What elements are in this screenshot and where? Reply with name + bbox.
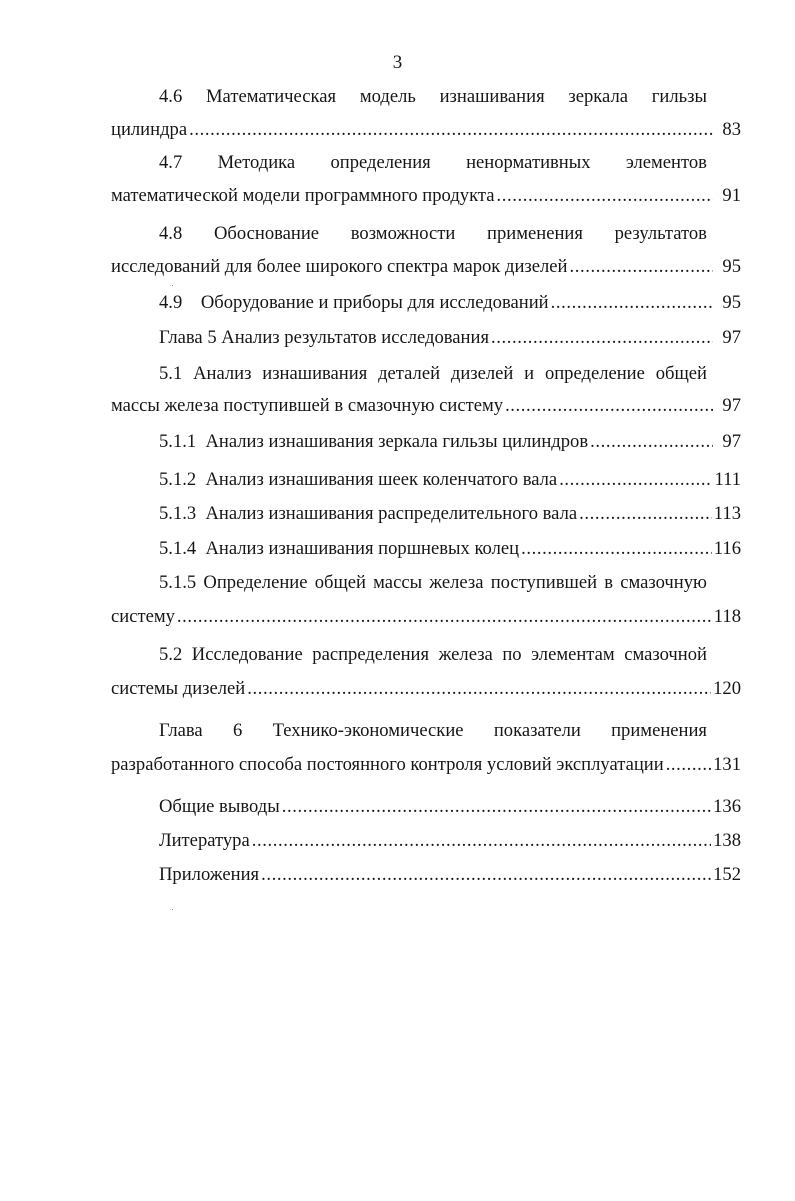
toc-entry-text: 5.1.1 Анализ изнашивания зеркала гильзы цилиндров [159, 431, 589, 452]
toc-page-number: 97 [722, 327, 741, 348]
toc-word: 6 [232, 720, 243, 741]
toc-word: применения [611, 720, 707, 741]
toc-word: гильзы [651, 86, 707, 107]
toc-word: смазочную [620, 572, 707, 593]
toc-page-number: 113 [713, 503, 741, 524]
toc-entry-5-1-2 [159, 467, 741, 493]
toc-word: распределения [312, 644, 430, 665]
toc-word: 4.6 [159, 86, 183, 107]
toc-page-number: 118 [713, 606, 741, 627]
dot-leader [521, 536, 712, 562]
dot-leader [177, 604, 712, 630]
dot-leader [491, 325, 713, 351]
toc-word: по [502, 644, 522, 665]
toc-word: Математическая [206, 86, 337, 107]
toc-word: поступившей [490, 572, 598, 593]
toc-entry-text: Приложения [159, 864, 260, 885]
dot-leader [569, 254, 713, 280]
toc-page-number: 131 [713, 754, 741, 775]
dot-leader [666, 752, 711, 778]
toc-entry-text: систему [111, 606, 175, 627]
toc-word: дизелей [450, 363, 514, 384]
toc-entry-5-1-5-leader [111, 604, 741, 630]
dot-leader [261, 862, 711, 888]
toc-entry-4-9 [159, 290, 741, 316]
toc-page-number: 138 [713, 830, 741, 851]
toc-entry-text: 5.1.3 Анализ изнашивания распределительного вала [159, 503, 578, 524]
toc-entry-chapter-5 [159, 325, 741, 351]
toc-word: 4.8 [159, 223, 183, 244]
dot-leader [252, 828, 711, 854]
toc-entry-text: Общие выводы [159, 796, 280, 817]
toc-word: элементам [531, 644, 615, 665]
toc-entry-4-8-heading [159, 221, 707, 247]
toc-word: зеркала [568, 86, 628, 107]
toc-word: элементов [625, 152, 707, 173]
toc-entry-references [159, 828, 741, 854]
toc-word: показатели [493, 720, 581, 741]
toc-entry-5-1-1 [159, 429, 741, 455]
scan-speck [172, 285, 173, 286]
toc-word: 5.1 [159, 363, 183, 384]
page-number: 3 [392, 52, 403, 73]
toc-word: Методика [217, 152, 296, 173]
toc-word: Глава [159, 720, 203, 741]
toc-entry-text: Глава 5 Анализ результатов исследования [159, 327, 490, 348]
toc-entry-text: разработанного способа постоянного контроля условий эксплуатации [111, 754, 664, 775]
dot-leader [579, 501, 712, 527]
toc-entry-5-1-leader [111, 393, 741, 419]
toc-word: определения [330, 152, 431, 173]
toc-entry-4-6-leader [111, 117, 741, 143]
dot-leader [590, 429, 713, 455]
toc-entry-5-1-5-heading [159, 570, 707, 596]
toc-entry-4-6-heading [159, 84, 707, 110]
toc-word: Определение [203, 572, 308, 593]
toc-entry-text: массы железа поступившей в смазочную систему [111, 395, 504, 416]
toc-word: железа [438, 644, 493, 665]
toc-word: общей [655, 363, 707, 384]
toc-entry-4-8-leader [111, 254, 741, 280]
toc-entry-5-2-leader [111, 676, 741, 702]
toc-word: и [524, 363, 535, 384]
toc-page-number: 111 [714, 469, 741, 490]
toc-word: Обоснование [213, 223, 320, 244]
dot-leader [551, 290, 713, 316]
toc-word: изнашивания [439, 86, 545, 107]
toc-word: модель [359, 86, 416, 107]
toc-entry-5-1-4 [159, 536, 741, 562]
toc-entry-appendices [159, 862, 741, 888]
toc-page-number: 95 [722, 256, 741, 277]
toc-word: общей [314, 572, 366, 593]
toc-entry-text: цилиндра [111, 119, 188, 140]
toc-word: ненормативных [466, 152, 591, 173]
toc-page-number: 136 [713, 796, 741, 817]
toc-word: изнашивания [262, 363, 368, 384]
toc-entry-conclusions [159, 794, 741, 820]
dot-leader [496, 183, 713, 209]
toc-entry-5-1-heading [159, 361, 707, 387]
dot-leader [282, 794, 711, 820]
toc-entry-text: системы дизелей [111, 678, 246, 699]
toc-word: Исследование [191, 644, 303, 665]
toc-page-number: 97 [722, 431, 741, 452]
toc-page-number: 91 [722, 185, 741, 206]
toc-entry-5-2-heading [159, 642, 707, 668]
toc-word: результатов [614, 223, 707, 244]
toc-word: железа [429, 572, 484, 593]
toc-entry-chapter-6-heading [159, 718, 707, 744]
toc-page-number: 152 [713, 864, 741, 885]
dot-leader [247, 676, 711, 702]
toc-page-number: 116 [713, 538, 741, 559]
toc-page-number: 83 [722, 119, 741, 140]
toc-word: возможности [350, 223, 456, 244]
toc-entry-text: 5.1.4 Анализ изнашивания поршневых колец [159, 538, 520, 559]
toc-entry-4-7-leader [111, 183, 741, 209]
toc-word: в [604, 572, 614, 593]
toc-word: Технико-экономические [272, 720, 464, 741]
toc-word: деталей [378, 363, 441, 384]
toc-page-number: 95 [722, 292, 741, 313]
toc-entry-text: 4.9 Оборудование и приборы для исследований [159, 292, 549, 313]
toc-entry-4-7-heading [159, 150, 707, 176]
toc-word: Анализ [193, 363, 252, 384]
toc-word: 5.1.5 [159, 572, 197, 593]
toc-word: определение [544, 363, 645, 384]
toc-word: 5.2 [159, 644, 183, 665]
dot-leader [559, 467, 712, 493]
toc-entry-text: Литература [159, 830, 250, 851]
toc-entry-chapter-6-leader [111, 752, 741, 778]
toc-entry-text: 5.1.2 Анализ изнашивания шеек коленчатого вала [159, 469, 558, 490]
toc-word: смазочной [624, 644, 707, 665]
toc-page-number: 120 [713, 678, 741, 699]
toc-entry-text: математической модели программного продукта [111, 185, 495, 206]
scan-speck [172, 909, 173, 910]
dot-leader [189, 117, 713, 143]
toc-word: применения [487, 223, 583, 244]
dot-leader [505, 393, 713, 419]
toc-entry-5-1-3 [159, 501, 741, 527]
toc-word: массы [373, 572, 423, 593]
toc-entry-text: исследований для более широкого спектра марок дизелей [111, 256, 568, 277]
toc-page-number: 97 [722, 395, 741, 416]
toc-word: 4.7 [159, 152, 183, 173]
